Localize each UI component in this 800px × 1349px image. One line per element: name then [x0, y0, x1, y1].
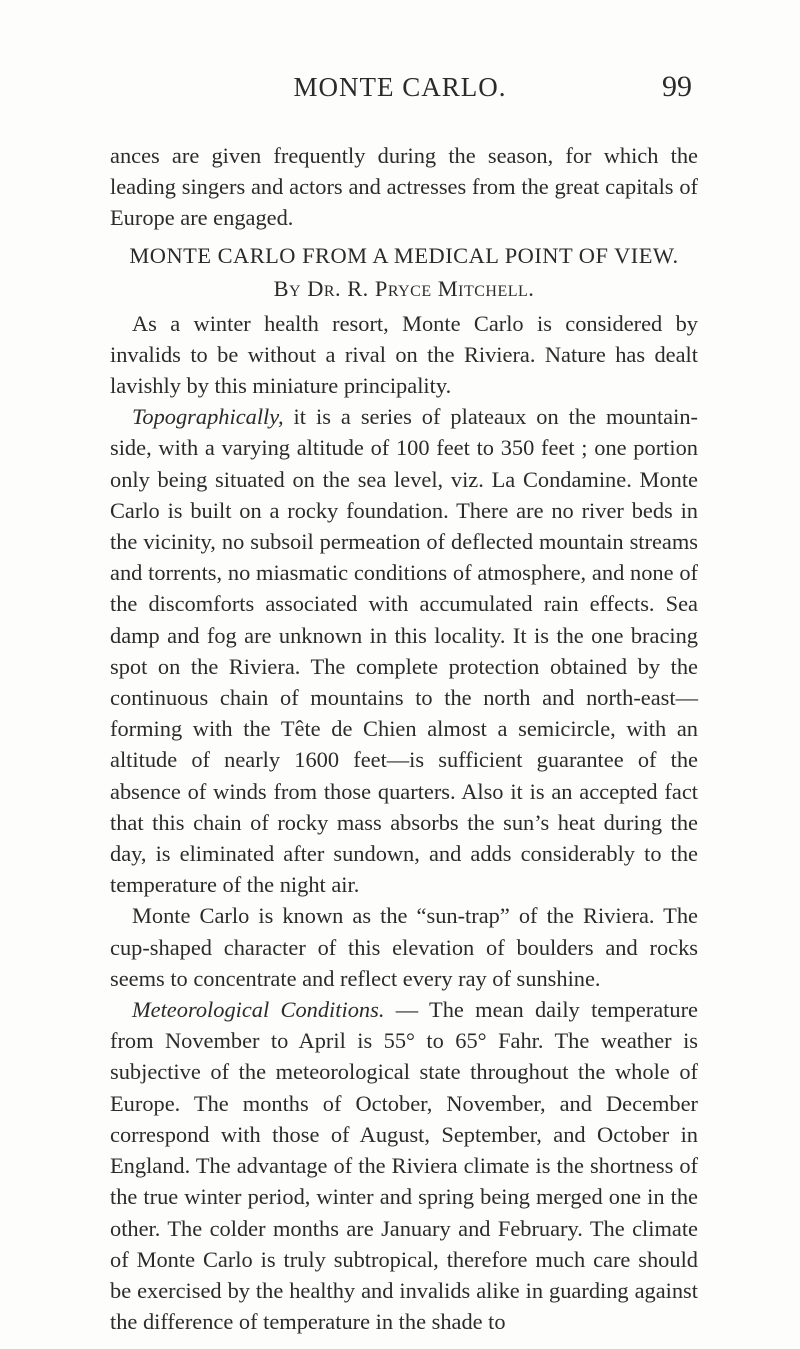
topography-text: it is a series of plateaux on the mountain-side, with a varying altitude of 100 feet to 350 feet ; one portion only being situated on the sea level, viz. La Condamine. Monte Carlo is built on a rocky foundation. There are no river beds in the vicinity, no subsoil permeation of deflected mountain streams and torrents, no miasmatic conditions of atmosphere, and none of the discomforts associated with accumulated rain effects. Sea damp and fog are unknown in this locality. It is the one bracing spot on the Riviera. The complete protection obtained by the continuous chain of mountains to the north and north-east—forming with the Tête de Chien almost a semicircle, with an altitude of nearly 1600 feet—is sufficient guarantee of the absence of winds from those quarters. Also it is an accepted fact that this chain of rocky mass absorbs the sun’s heat during the day, is eliminated after sundown, and adds considerably to the temperature of the night air. [110, 404, 698, 898]
meteorological-text: — The mean daily temperature from November to April is 55° to 65° Fahr. The weather is subjective of the meteorological state throughout the whole of Europe. The months of October, November, and December correspond with those of August, September, and October in England. The advantage of the Riviera climate is the shortness of the true winter period, winter and spring being merged one in the other. The colder months are January and February. The climate of Monte Carlo is truly subtropical, therefore much care should be exercised by the healthy and invalids alike in guarding against the difference of temperature in the shade to [110, 997, 698, 1335]
paragraph-meteorological [110, 994, 698, 1337]
running-title: MONTE CARLO. [293, 72, 507, 102]
section-heading: MONTE CARLO FROM A MEDICAL POINT OF VIEW. [129, 242, 679, 268]
paragraph-topography [110, 401, 698, 900]
paragraph-sun-trap: Monte Carlo is known as the “sun-trap” of the Riviera. The cup-shaped character of this elevation of boulders and rocks seems to concentrate and reflect every ray of sunshine. [110, 903, 698, 991]
body-text [110, 140, 698, 1337]
continuation-paragraph: ances are given frequently during the season, for which the leading singers and actors and actresses from the great capitals of Europe are engaged. [110, 143, 698, 231]
paragraph-intro: As a winter health resort, Monte Carlo is considered by invalids to be without a rival on the Riviera. Nature has dealt lavishly by this miniature principality. [110, 310, 698, 399]
meteorological-lead: Meteorological Conditions. [132, 997, 385, 1023]
topography-lead: Topographically, [132, 404, 284, 430]
running-head [0, 70, 800, 110]
author-byline: By Dr. R. Pryce Mitchell. [273, 275, 535, 301]
page-number: 99 [662, 70, 692, 103]
